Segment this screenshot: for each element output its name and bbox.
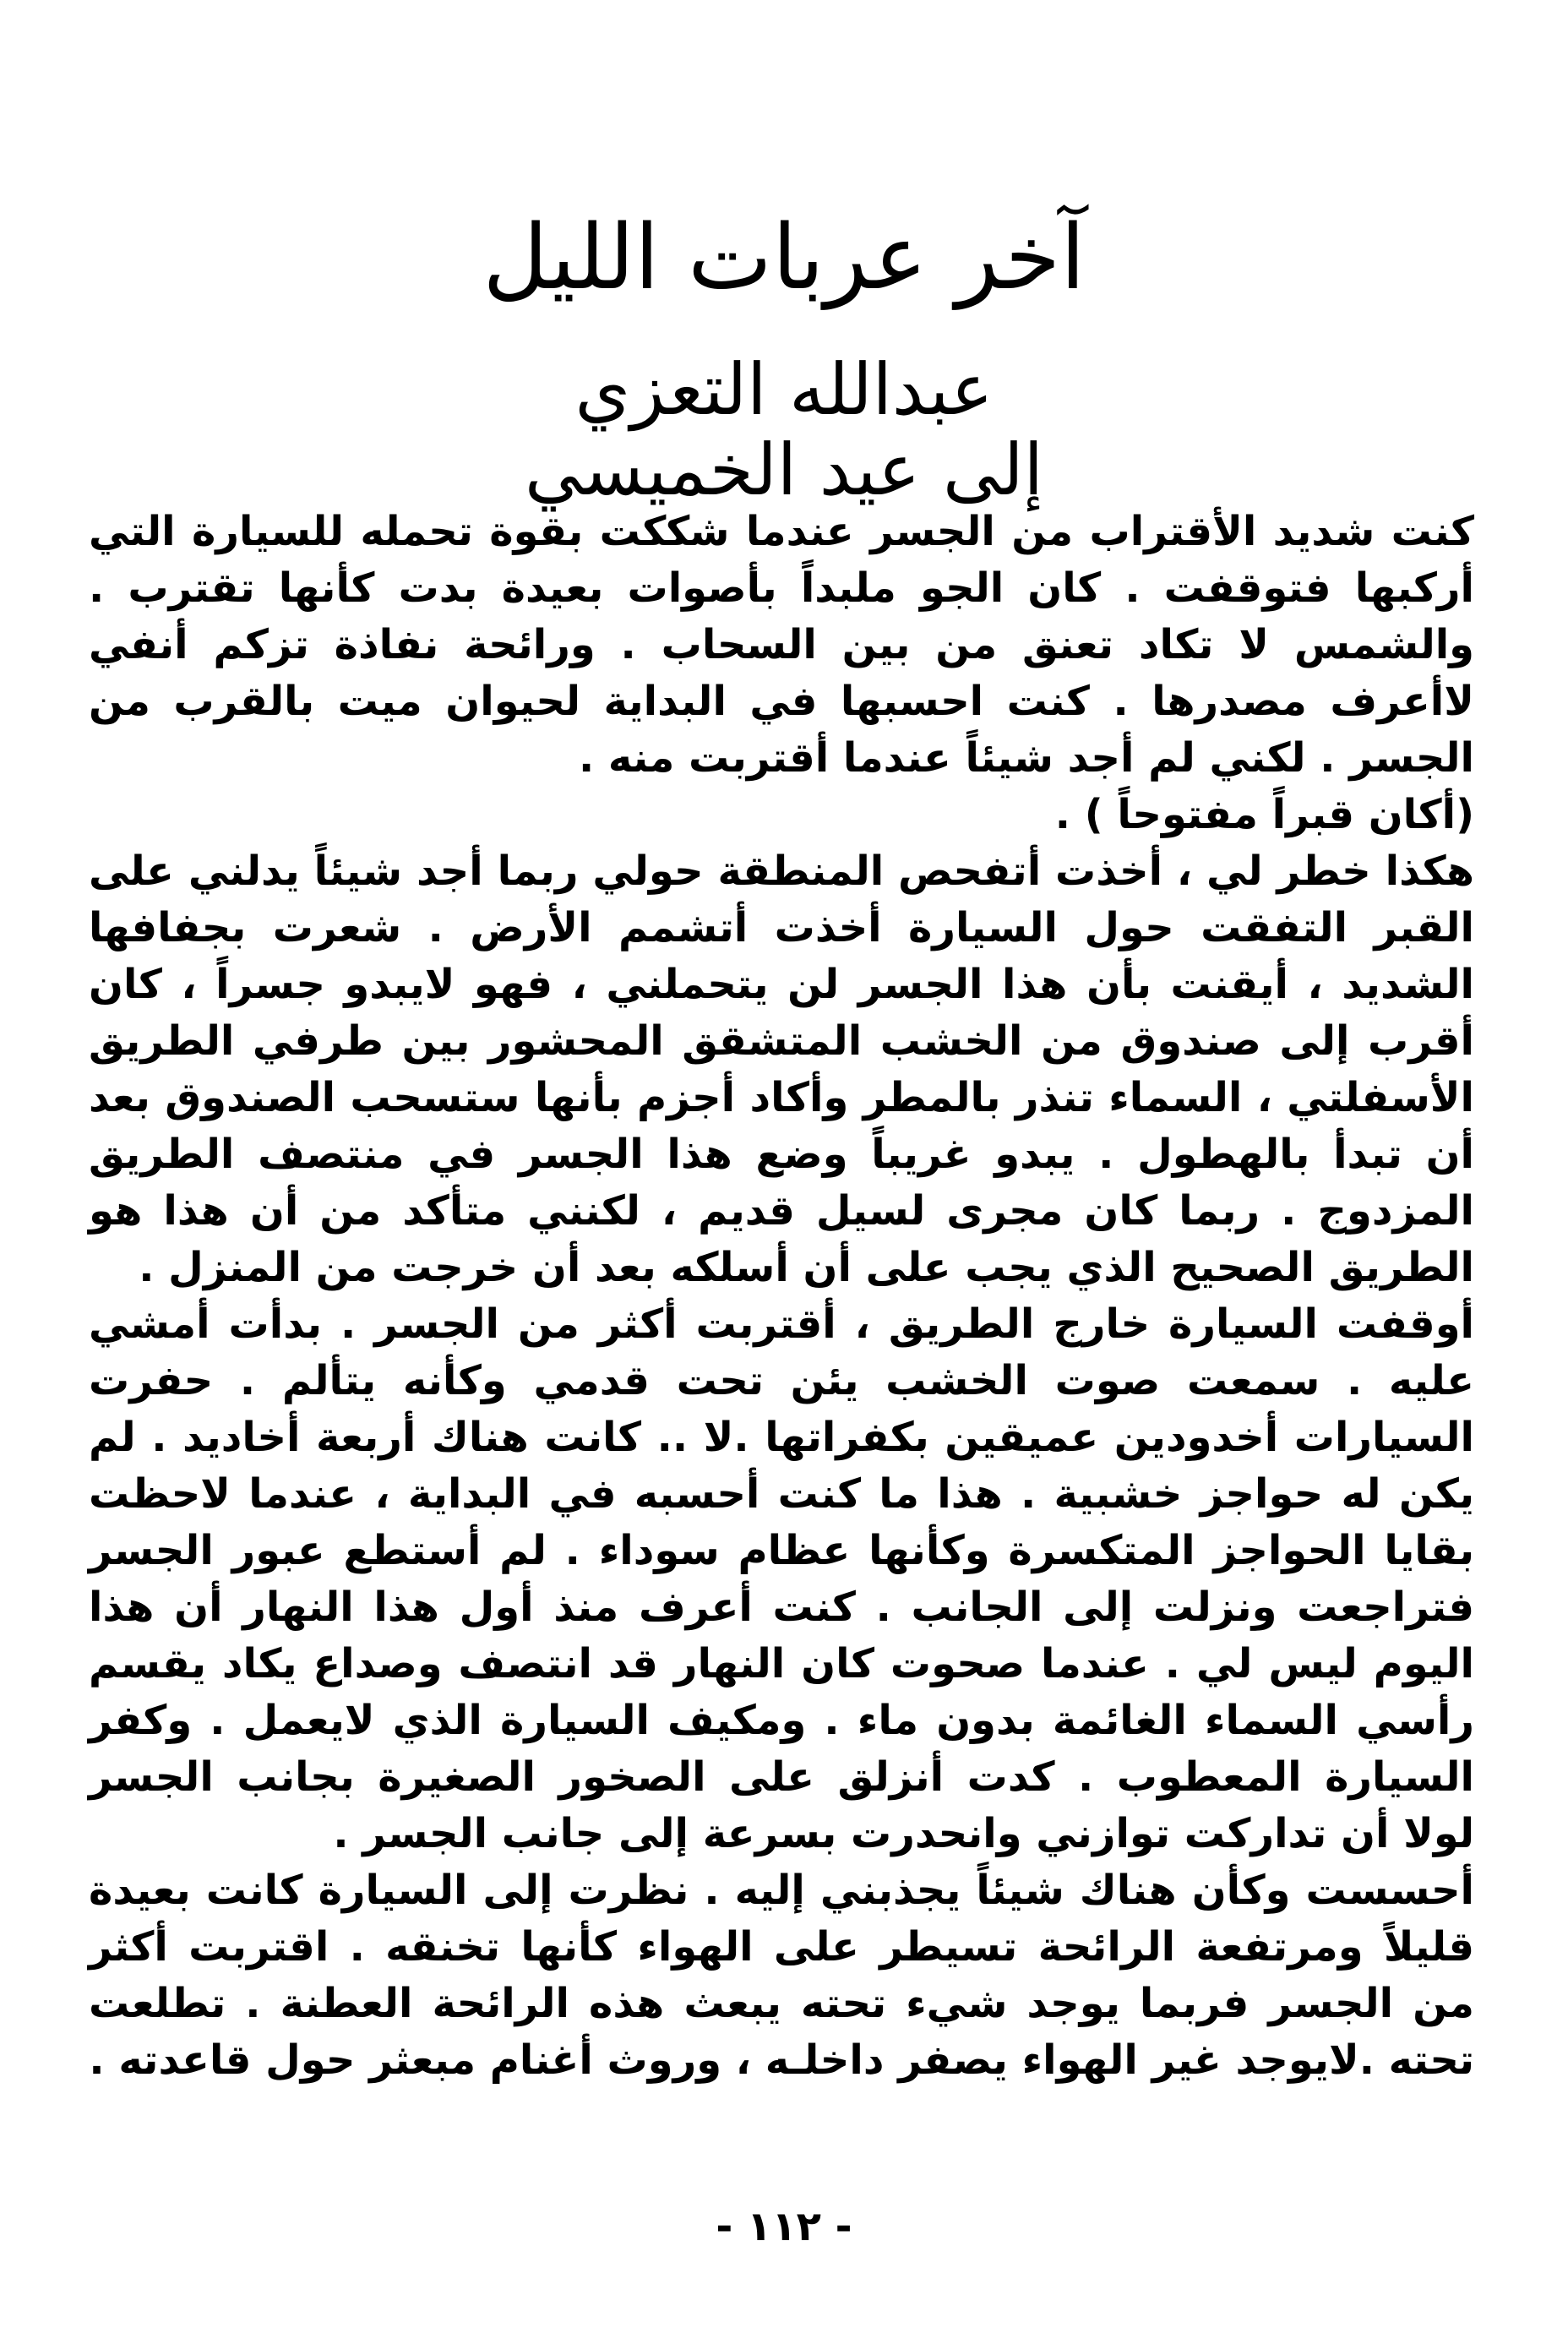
- paragraph-1: كنت شديد الأقتراب من الجسر عندما شككت بقوة تحمله للسيارة التي أركبها فتوقفت . كان الجو ملبداً بأصوات بعيدة بدت كأنها تقترب . والشمس لا تكاد تعنق من بين السحاب . ورائحة نفاذة تزكم أنفي لاأعرف مصدرها . كنت احسبها في البداية لحيوان ميت بالقرب من الجسر . لكني لم أجد شيئاً عندما أقتربت منه .: [89, 508, 1474, 782]
- paragraph-2: (أكان قبراً مفتوحاً ) .: [1054, 791, 1474, 838]
- paragraph-4: أوقفت السيارة خارج الطريق ، أقتربت أكثر من الجسر . بدأت أمشي عليه . سمعت صوت الخشب يئن تحت قدمي وكأنه يتألم . حفرت السيارات أخدودين عميقين بكفراتها .لا .. كانت هناك أربعة أخاديد . لم يكن له حواجز خشبية . هذا ما كنت أحسبه في البداية ، عندما لاحظت بقايا الحواجز المتكسرة وكأنها عظام سوداء . لم أستطع عبور الجسر فتراجعت ونزلت إلى الجانب . كنت أعرف منذ أول هذا النهار أن هذا اليوم ليس لي . عندما صحوت كان النهار قد انتصف وصداع يكاد يقسم رأسي السماء الغائمة بدون ماء . ومكيف السيارة الذي لايعمل . وكفر السيارة المعطوب . كدت أنزلق على الصخور الصغيرة بجانب الجسر لولا أن تداركت توازني وانحدرت بسرعة إلى جانب الجسر .: [89, 1300, 1474, 1857]
- paragraph-5: أحسست وكأن هناك شيئاً يجذبني إليه . نظرت إلى السيارة كانت بعيدة قليلاً ومرتفعة الرائحة تسيطر على الهواء كأنها تخنقه . اقتربت أكثر من الجسر فربما يوجد شيء تحته يبعث هذه الرائحة العطنة . تطلعت تحته .لايوجد غير الهواء يصفر داخلـه ، وروث أغنام مبعثر حول قاعدته .: [89, 1867, 1474, 2084]
- paragraph-3: هكذا خطر لي ، أخذت أتفحص المنطقة حولي ربما أجد شيئاً يدلني على القبر التفقت حول السيارة أخذت أتشمم الأرض . شعرت بجفافها الشديد ، أيقنت بأن هذا الجسر لن يتحملني ، فهو لايبدو جسراً ، كان أقرب إلى صندوق من الخشب المتشقق المحشور بين طرفي الطريق الأسفلتي ، السماء تنذر بالمطر وأكاد أجزم بأنها ستسحب الصندوق بعد أن تبدأ بالهطول . يبدو غريباً وضع هذا الجسر في منتصف الطريق المزدوج . ربما كان مجرى لسيل قديم ، لكنني متأكد من أن هذا هو الطريق الصحيح الذي يجب على أن أسلكه بعد أن خرجت من المنزل .: [89, 848, 1474, 1291]
- author-name: عبدالله التعزي: [574, 348, 994, 431]
- story-body: [89, 504, 1474, 2089]
- page-number: - ١١٢ -: [716, 2203, 852, 2250]
- story-title: آخر عربات الليل: [482, 205, 1086, 309]
- dedication-line: إلى عيد الخميسي: [525, 428, 1043, 511]
